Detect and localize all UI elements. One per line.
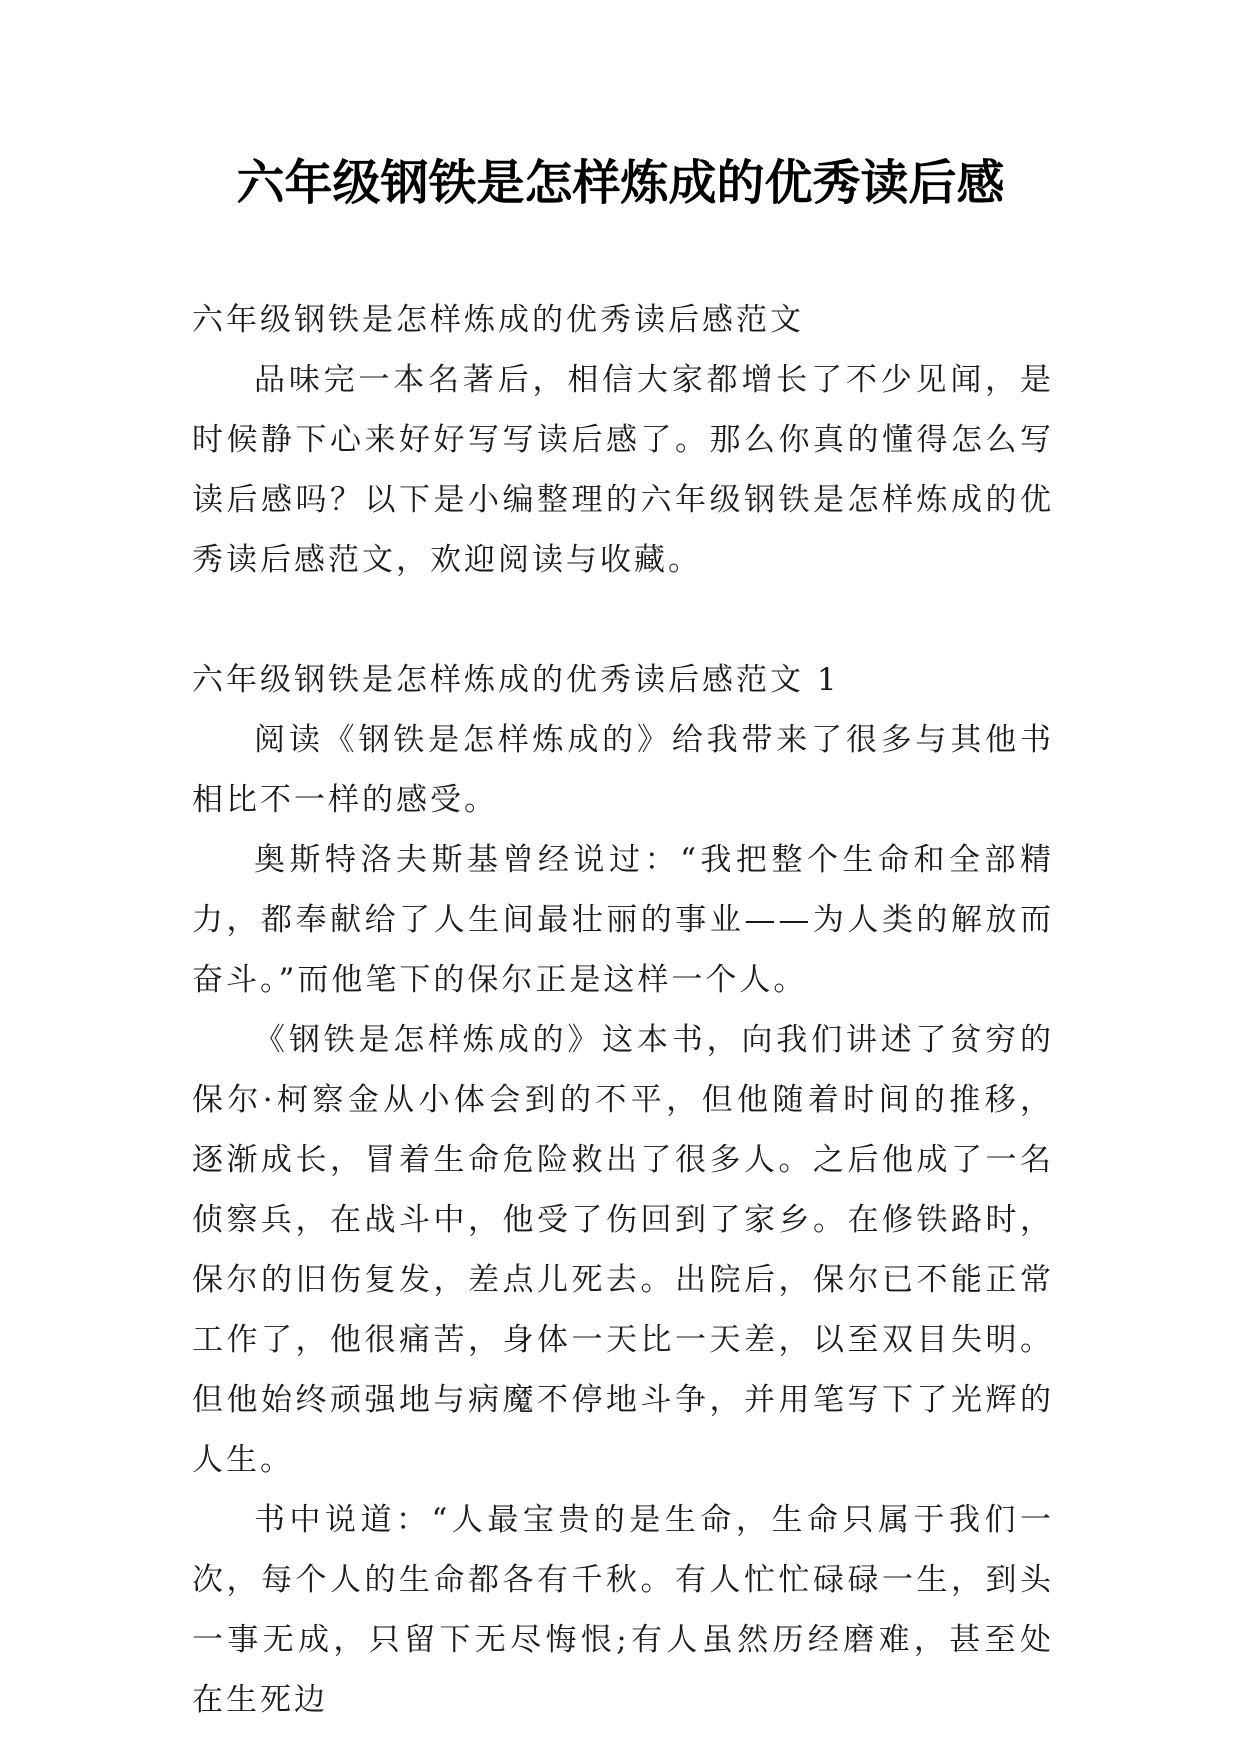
intro-paragraph: 品味完一本名著后，相信大家都增长了不少见闻，是时候静下心来好好写写读后感了。那么你真的懂得怎么写读后感吗？以下是小编整理的六年级钢铁是怎样炼成的优秀读后感范文，欢迎阅读与收藏。 [192, 362, 1054, 578]
essay-paragraph: 阅读《钢铁是怎样炼成的》给我带来了很多与其他书相比不一样的感受。 [192, 722, 1054, 818]
page-title: 六年级钢铁是怎样炼成的优秀读后感 [236, 155, 1005, 211]
subheading-essay-1: 六年级钢铁是怎样炼成的优秀读后感范文 1 [192, 662, 840, 698]
subheading-intro: 六年级钢铁是怎样炼成的优秀读后感范文 [192, 302, 804, 338]
document-body [192, 290, 1054, 1730]
essay-paragraph: 奥斯特洛夫斯基曾经说过：“我把整个生命和全部精力，都奉献给了人生间最壮丽的事业——为人类的解放而奋斗。”而他笔下的保尔正是这样一个人。 [192, 842, 1054, 998]
section-spacer [192, 590, 1054, 650]
essay-paragraph: 《钢铁是怎样炼成的》这本书，向我们讲述了贫穷的保尔·柯察金从小体会到的不平，但他随着时间的推移，逐渐成长，冒着生命危险救出了很多人。之后他成了一名侦察兵，在战斗中，他受了伤回到了家乡。在修铁路时，保尔的旧伤复发，差点儿死去。出院后，保尔已不能正常工作了，他很痛苦，身体一天比一天差，以至双目失明。但他始终顽强地与病魔不停地斗争，并用笔写下了光辉的人生。 [192, 1022, 1054, 1478]
essay-paragraph: 书中说道：“人最宝贵的是生命，生命只属于我们一次，每个人的生命都各有千秋。有人忙忙碌碌一生，到头一事无成，只留下无尽悔恨;有人虽然历经磨难，甚至处在生死边 [192, 1502, 1054, 1718]
